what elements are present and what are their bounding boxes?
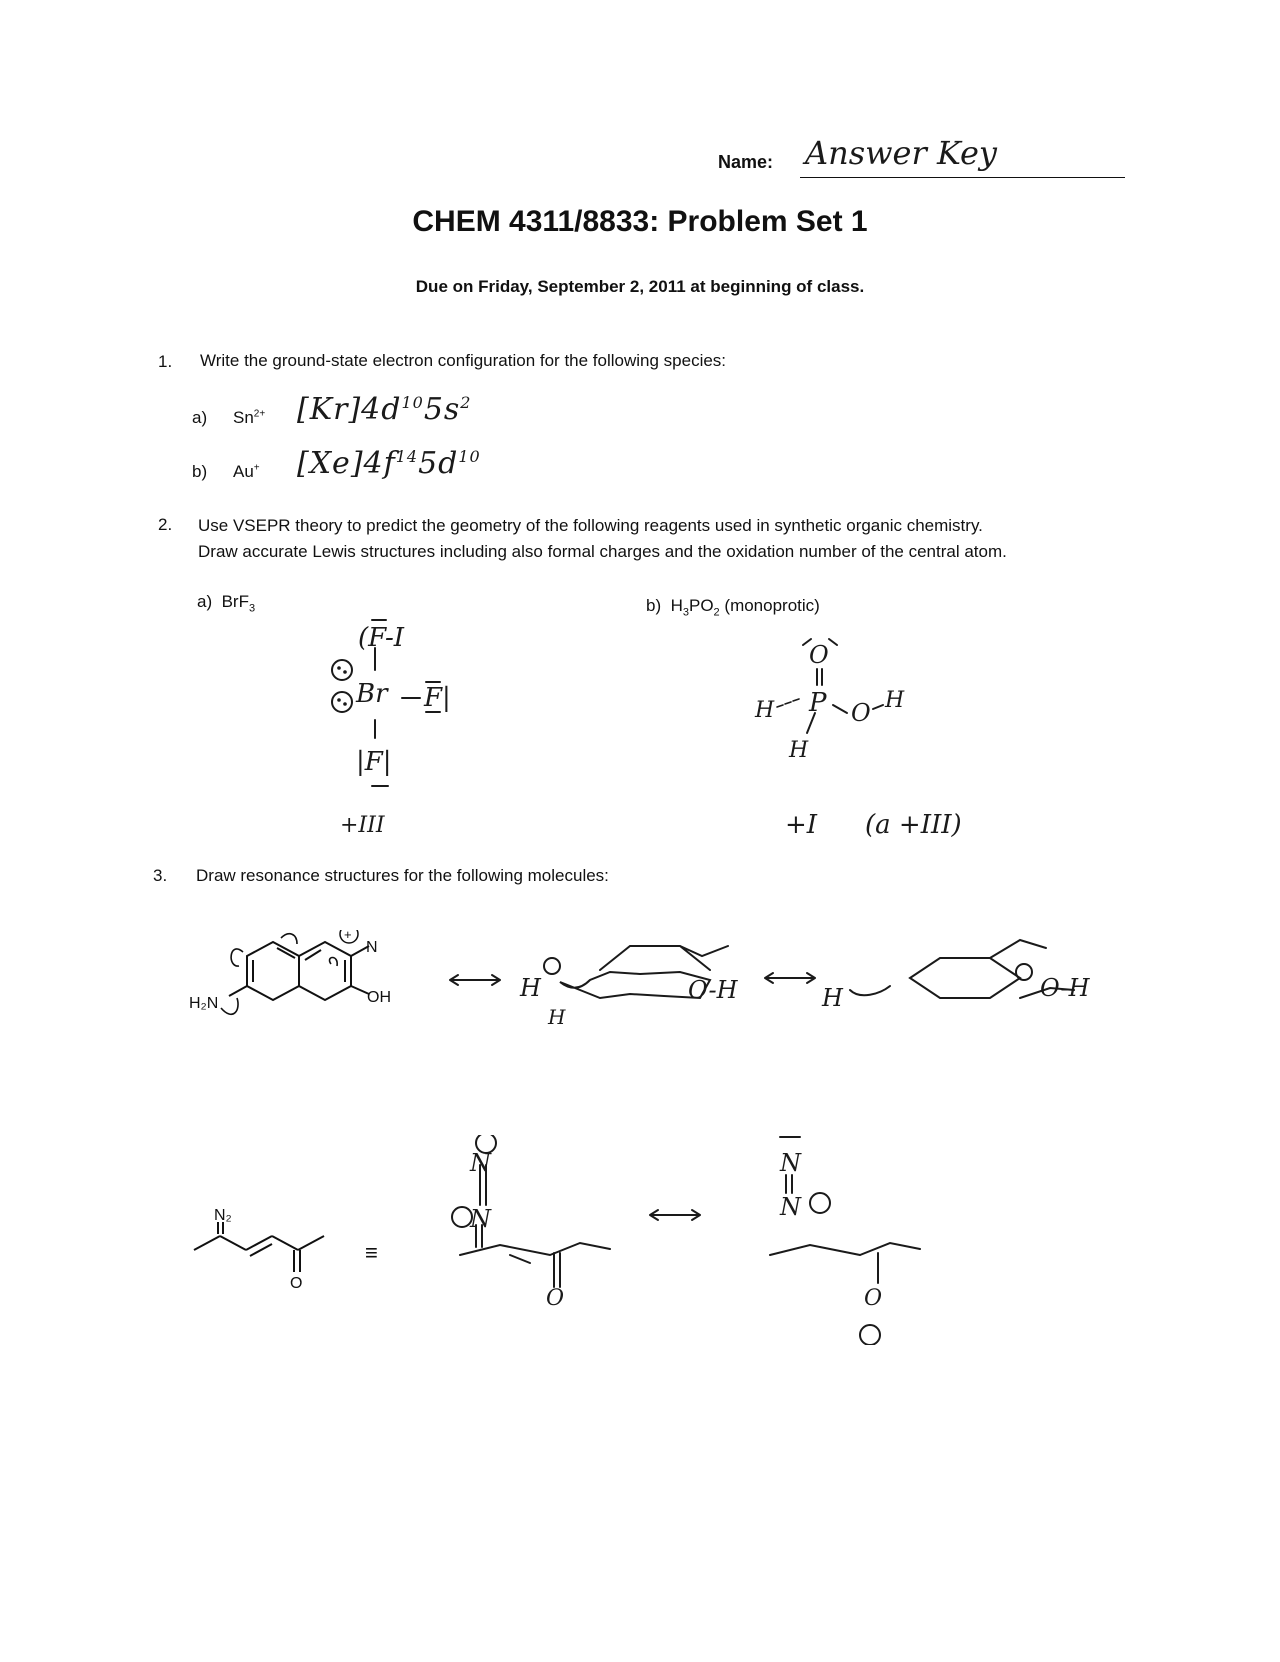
h3po2-alt-oxidation: (a +III) bbox=[865, 810, 962, 840]
h3po2-oxidation-number: +I bbox=[785, 810, 818, 840]
svg-text:H: H bbox=[548, 1005, 566, 1029]
q2a-label: a) BrF$_3$ bbox=[197, 592, 256, 615]
svg-text:Br: Br bbox=[356, 679, 388, 709]
q3-number: 3. bbox=[153, 866, 168, 885]
svg-text:|F|: |F| bbox=[356, 747, 392, 777]
q1a-letter: a) bbox=[192, 408, 208, 427]
svg-text:N: N bbox=[780, 1193, 801, 1221]
q1a-species: $Sn^{2+}$ bbox=[233, 408, 266, 427]
svg-text:O-H: O-H bbox=[688, 976, 738, 1004]
name-label: Name: bbox=[718, 152, 774, 172]
q1a-answer: $[Kr]4d^{10}5s^2$ bbox=[297, 392, 472, 427]
h3po2-lewis-structure bbox=[745, 635, 1045, 850]
q1b-species: Au+ bbox=[233, 462, 260, 481]
svg-text:F|: F| bbox=[424, 683, 451, 713]
q2-number: 2. bbox=[158, 515, 173, 534]
svg-text:O: O bbox=[546, 1286, 565, 1311]
svg-text:H: H bbox=[520, 974, 541, 1002]
molecule1-n: N bbox=[366, 939, 378, 956]
q3-text: Draw resonance structures for the following molecules: bbox=[196, 866, 609, 885]
name-value: Answer Key bbox=[805, 134, 997, 172]
svg-text:O-H: O-H bbox=[1040, 974, 1090, 1002]
molecule2-structure bbox=[190, 1200, 390, 1310]
molecule1-oh: OH bbox=[367, 989, 391, 1006]
svg-text:N: N bbox=[470, 1205, 491, 1233]
svg-text:N: N bbox=[470, 1149, 491, 1177]
svg-text:N: N bbox=[780, 1149, 801, 1177]
svg-text:H: H bbox=[789, 738, 809, 763]
svg-text:P: P bbox=[809, 688, 827, 718]
molecule2-o: O bbox=[290, 1275, 303, 1292]
resonance-row1 bbox=[440, 920, 1230, 1050]
molecule2-n2: N₂ bbox=[214, 1207, 232, 1224]
name-underline bbox=[800, 177, 1125, 178]
q1b-letter: b) bbox=[192, 462, 208, 481]
q1b-answer: $[Xe]4f^{14}5d^{10}$ bbox=[297, 446, 481, 481]
due-date: Due on Friday, September 2, 2011 at beginning of class. bbox=[415, 277, 865, 296]
svg-text:H: H bbox=[822, 984, 843, 1012]
brf3-oxidation-number: +III bbox=[340, 813, 385, 838]
q2-text-line2: Draw accurate Lewis structures including also formal charges and the oxidation number of the central atom. bbox=[198, 542, 1007, 561]
molecule1-h2n: H₂N bbox=[189, 995, 219, 1012]
svg-text:(F-I: (F-I bbox=[358, 623, 405, 653]
svg-text:H: H bbox=[885, 688, 905, 713]
brf3-lewis-structure bbox=[320, 600, 500, 840]
resonance-row2 bbox=[450, 1135, 970, 1345]
molecule1-structure bbox=[185, 930, 425, 1040]
svg-text:O: O bbox=[851, 699, 871, 727]
q2-text-line1: Use VSEPR theory to predict the geometry of the following reagents used in synthetic organic chemistry. bbox=[198, 516, 983, 535]
molecule1-plus: + bbox=[344, 930, 352, 942]
svg-text:O: O bbox=[809, 641, 829, 669]
q1-text: Write the ground-state electron configuration for the following species: bbox=[200, 351, 727, 370]
svg-text:H: H bbox=[755, 698, 775, 723]
molecule2-equiv: ≡ bbox=[365, 1240, 378, 1265]
q2b-label: b) $H_3PO_2$ (monoprotic) bbox=[646, 596, 820, 619]
page-title: CHEM 4311/8833: Problem Set 1 bbox=[412, 205, 868, 238]
svg-text:O: O bbox=[864, 1286, 883, 1311]
q1-number: 1. bbox=[158, 352, 173, 371]
